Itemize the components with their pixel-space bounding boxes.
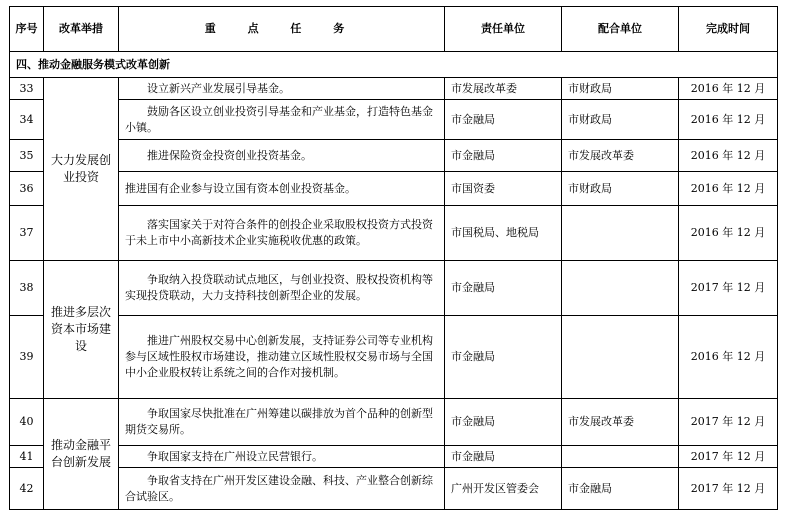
row-number: 34 [10, 100, 44, 140]
deadline-cell: 2016 年 12 月 [679, 206, 778, 261]
deadline-cell: 2016 年 12 月 [679, 140, 778, 172]
row-number: 40 [10, 399, 44, 446]
header-no: 序号 [10, 7, 44, 52]
deadline-cell: 2016 年 12 月 [679, 100, 778, 140]
header-deadline: 完成时间 [679, 7, 778, 52]
row-number: 38 [10, 261, 44, 316]
task-cell: 鼓励各区设立创业投资引导基金和产业基金，打造特色基金小镇。 [119, 100, 445, 140]
measure-group: 大力发展创业投资 [44, 78, 119, 261]
task-cell: 争取国家尽快批准在广州筹建以碳排放为首个品种的创新型期货交易所。 [119, 399, 445, 446]
row-number: 39 [10, 316, 44, 399]
task-cell: 落实国家关于对符合条件的创投企业采取股权投资方式投资于未上市中小高新技术企业实施税收优惠的政策。 [119, 206, 445, 261]
deadline-cell: 2016 年 12 月 [679, 78, 778, 100]
task-cell: 争取国家支持在广州设立民营银行。 [119, 446, 445, 468]
cooperating-cell [562, 446, 679, 468]
responsible-cell: 市金融局 [445, 140, 562, 172]
deadline-cell: 2016 年 12 月 [679, 172, 778, 206]
row-number: 36 [10, 172, 44, 206]
responsible-cell: 市国税局、地税局 [445, 206, 562, 261]
responsible-cell: 市发展改革委 [445, 78, 562, 100]
task-cell: 争取省支持在广州开发区建设金融、科技、产业整合创新综合试验区。 [119, 468, 445, 510]
deadline-cell: 2017 年 12 月 [679, 468, 778, 510]
header-cooperating: 配合单位 [562, 7, 679, 52]
row-number: 37 [10, 206, 44, 261]
task-cell: 争取纳入投贷联动试点地区，与创业投资、股权投资机构等实现投贷联动，大力支持科技创新型企业的发展。 [119, 261, 445, 316]
deadline-cell: 2017 年 12 月 [679, 261, 778, 316]
cooperating-cell: 市财政局 [562, 78, 679, 100]
deadline-cell: 2017 年 12 月 [679, 399, 778, 446]
responsible-cell: 市国资委 [445, 172, 562, 206]
deadline-cell: 2016 年 12 月 [679, 316, 778, 399]
cooperating-cell [562, 316, 679, 399]
cooperating-cell: 市财政局 [562, 172, 679, 206]
task-cell: 推进国有企业参与设立国有资本创业投资基金。 [119, 172, 445, 206]
table-row [10, 261, 778, 316]
task-cell: 推进保险资金投资创业投资基金。 [119, 140, 445, 172]
table-row [10, 78, 778, 100]
row-number: 35 [10, 140, 44, 172]
table-row [10, 172, 778, 206]
responsible-cell: 市金融局 [445, 261, 562, 316]
task-cell: 推进广州股权交易中心创新发展，支持证券公司等专业机构参与区域性股权市场建设，推动建立区域性股权交易市场与全国中小企业股权转让系统之间的合作对接机制。 [119, 316, 445, 399]
cooperating-cell [562, 206, 679, 261]
responsible-cell: 市金融局 [445, 399, 562, 446]
cooperating-cell: 市发展改革委 [562, 140, 679, 172]
row-number: 33 [10, 78, 44, 100]
row-number: 42 [10, 468, 44, 510]
table-row [10, 140, 778, 172]
header-row [10, 7, 778, 52]
table-row [10, 206, 778, 261]
responsible-cell: 市金融局 [445, 316, 562, 399]
header-responsible: 责任单位 [445, 7, 562, 52]
responsible-cell: 市金融局 [445, 100, 562, 140]
cooperating-cell: 市金融局 [562, 468, 679, 510]
table-row [10, 316, 778, 399]
header-measure: 改革举措 [44, 7, 119, 52]
responsible-cell: 市金融局 [445, 446, 562, 468]
responsible-cell: 广州开发区管委会 [445, 468, 562, 510]
cooperating-cell: 市发展改革委 [562, 399, 679, 446]
reform-task-table [9, 6, 778, 510]
task-cell: 设立新兴产业发展引导基金。 [119, 78, 445, 100]
deadline-cell: 2017 年 12 月 [679, 446, 778, 468]
measure-group: 推动金融平台创新发展 [44, 399, 119, 510]
table-row [10, 446, 778, 468]
table-row [10, 100, 778, 140]
cooperating-cell [562, 261, 679, 316]
measure-group: 推进多层次资本市场建设 [44, 261, 119, 399]
row-number: 41 [10, 446, 44, 468]
table-row [10, 468, 778, 510]
header-task: 重 点 任 务 [119, 7, 445, 52]
section-title: 四、推动金融服务模式改革创新 [10, 52, 778, 78]
section-row [10, 52, 778, 78]
cooperating-cell: 市财政局 [562, 100, 679, 140]
table-row [10, 399, 778, 446]
